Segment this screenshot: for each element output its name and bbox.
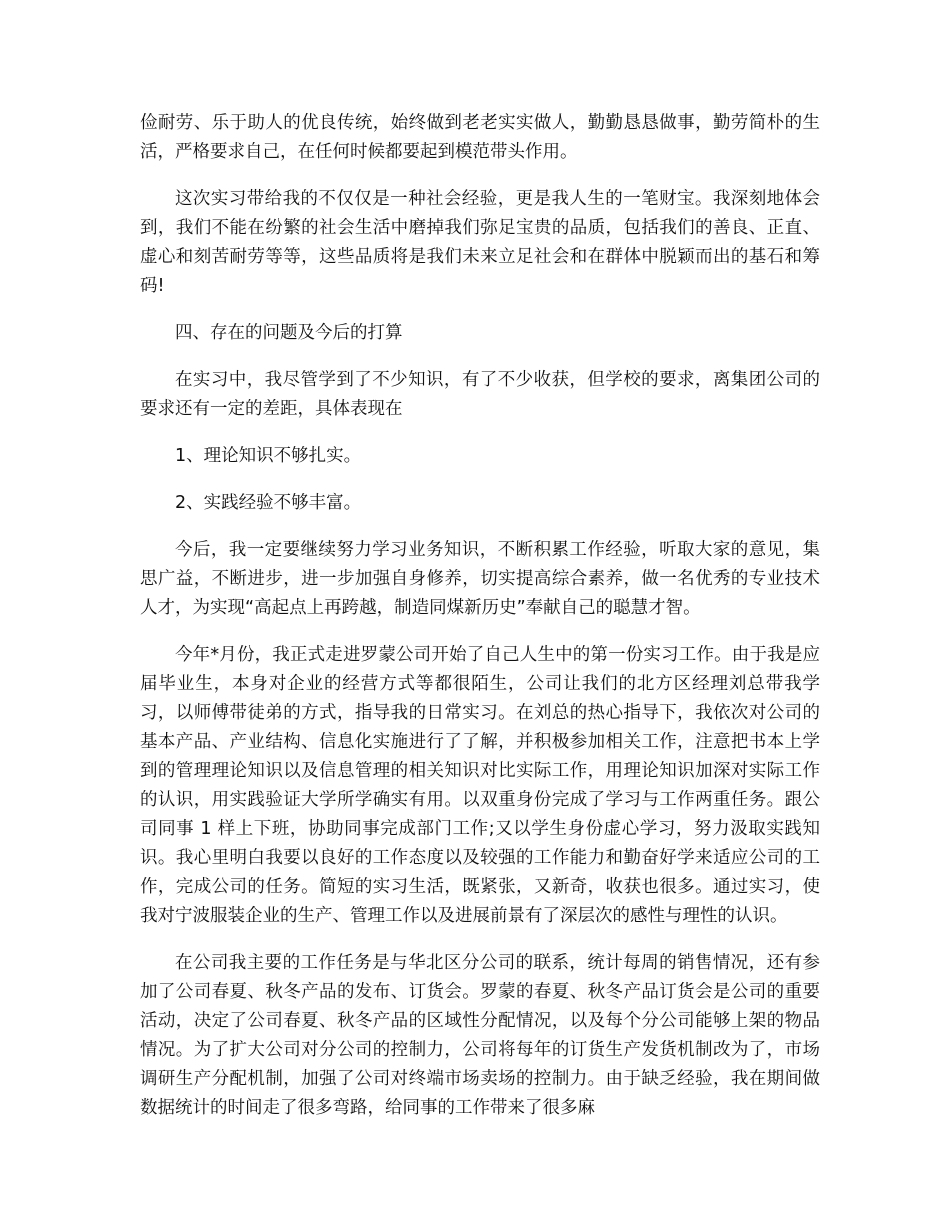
list-item-practice: 2、实践经验不够丰富。 <box>175 493 362 513</box>
paragraph-continuation: 俭耐劳、乐于助人的优良传统，始终做到老老实实做人，勤勤恳恳做事，勤劳简朴的生活，严格要求自己，在任何时候都要起到模范带头作用。 <box>140 113 820 162</box>
paragraph-internship: 今年*月份，我正式走进罗蒙公司开始了自己人生中的第一份实习工作。由于我是应届毕业生，本身对企业的经营方式等都很陌生，公司让我们的北方区经理刘总带我学习，以师傅带徒弟的方式，指导我的日常实习。在刘总的热心指导下，我依次对公司的基本产品、产业结构、信息化实施进行了了解，并积极参加相关工作，注意把书本上学到的管理理论知识以及信息管理的相关知识对比实际工作，用理论知识加深对实际工作的认识，用实践验证大学所学确实有用。以双重身份完成了学习与工作两重任务。跟公司同事 1 样上下班，协助同事完成部门工作;又以学生身份虚心学习，努力汲取实践知识。我心里明白我要以良好的工作态度以及较强的工作能力和勤奋好学来适应公司的工作，完成公司的任务。简短的实习生活，既紧张，又新奇，收获也很多。通过实习，使我对宁波服装企业的生产、管理工作以及进展前景有了深层次的感性与理性的认识。 <box>140 645 820 926</box>
section-heading-problems: 四、存在的问题及今后的打算 <box>175 323 403 343</box>
paragraph-future: 今后，我一定要继续努力学习业务知识，不断积累工作经验，听取大家的意见，集思广益，不断进步，进一步加强自身修养，切实提高综合素养，做一名优秀的专业技术人才，为实现“高起点上再跨越，制造同煤新历史”奉献自己的聪慧才智。 <box>140 540 820 618</box>
paragraph-tasks: 在公司我主要的工作任务是与华北区分公司的联系，统计每周的销售情况，还有参加了公司春夏、秋冬产品的发布、订货会。罗蒙的春夏、秋冬产品订货会是公司的重要活动，决定了公司春夏、秋冬产品的区域性分配情况，以及每个分公司能够上架的物品情况。为了扩大公司对分公司的控制力，公司将每年的订货生产发货机制改为了，市场调研生产分配机制，加强了公司对终端市场卖场的控制力。由于缺乏经验，我在期间做数据统计的时间走了很多弯路，给同事的工作带来了很多麻 <box>140 953 820 1118</box>
paragraph-experience: 这次实习带给我的不仅仅是一种社会经验，更是我人生的一笔财宝。我深刻地体会到，我们不能在纷繁的社会生活中磨掉我们弥足宝贵的品质，包括我们的善良、正直、虚心和刻苦耐劳等等，这些品质将是我们未来立足社会和在群体中脱颖而出的基石和筹码! <box>140 189 820 296</box>
list-item-theory: 1、理论知识不够扎实。 <box>175 446 362 466</box>
document-body <box>140 109 820 1123</box>
paragraph-gap: 在实习中，我尽管学到了不少知识，有了不少收获，但学校的要求，离集团公司的要求还有一定的差距，具体表现在 <box>140 370 820 419</box>
